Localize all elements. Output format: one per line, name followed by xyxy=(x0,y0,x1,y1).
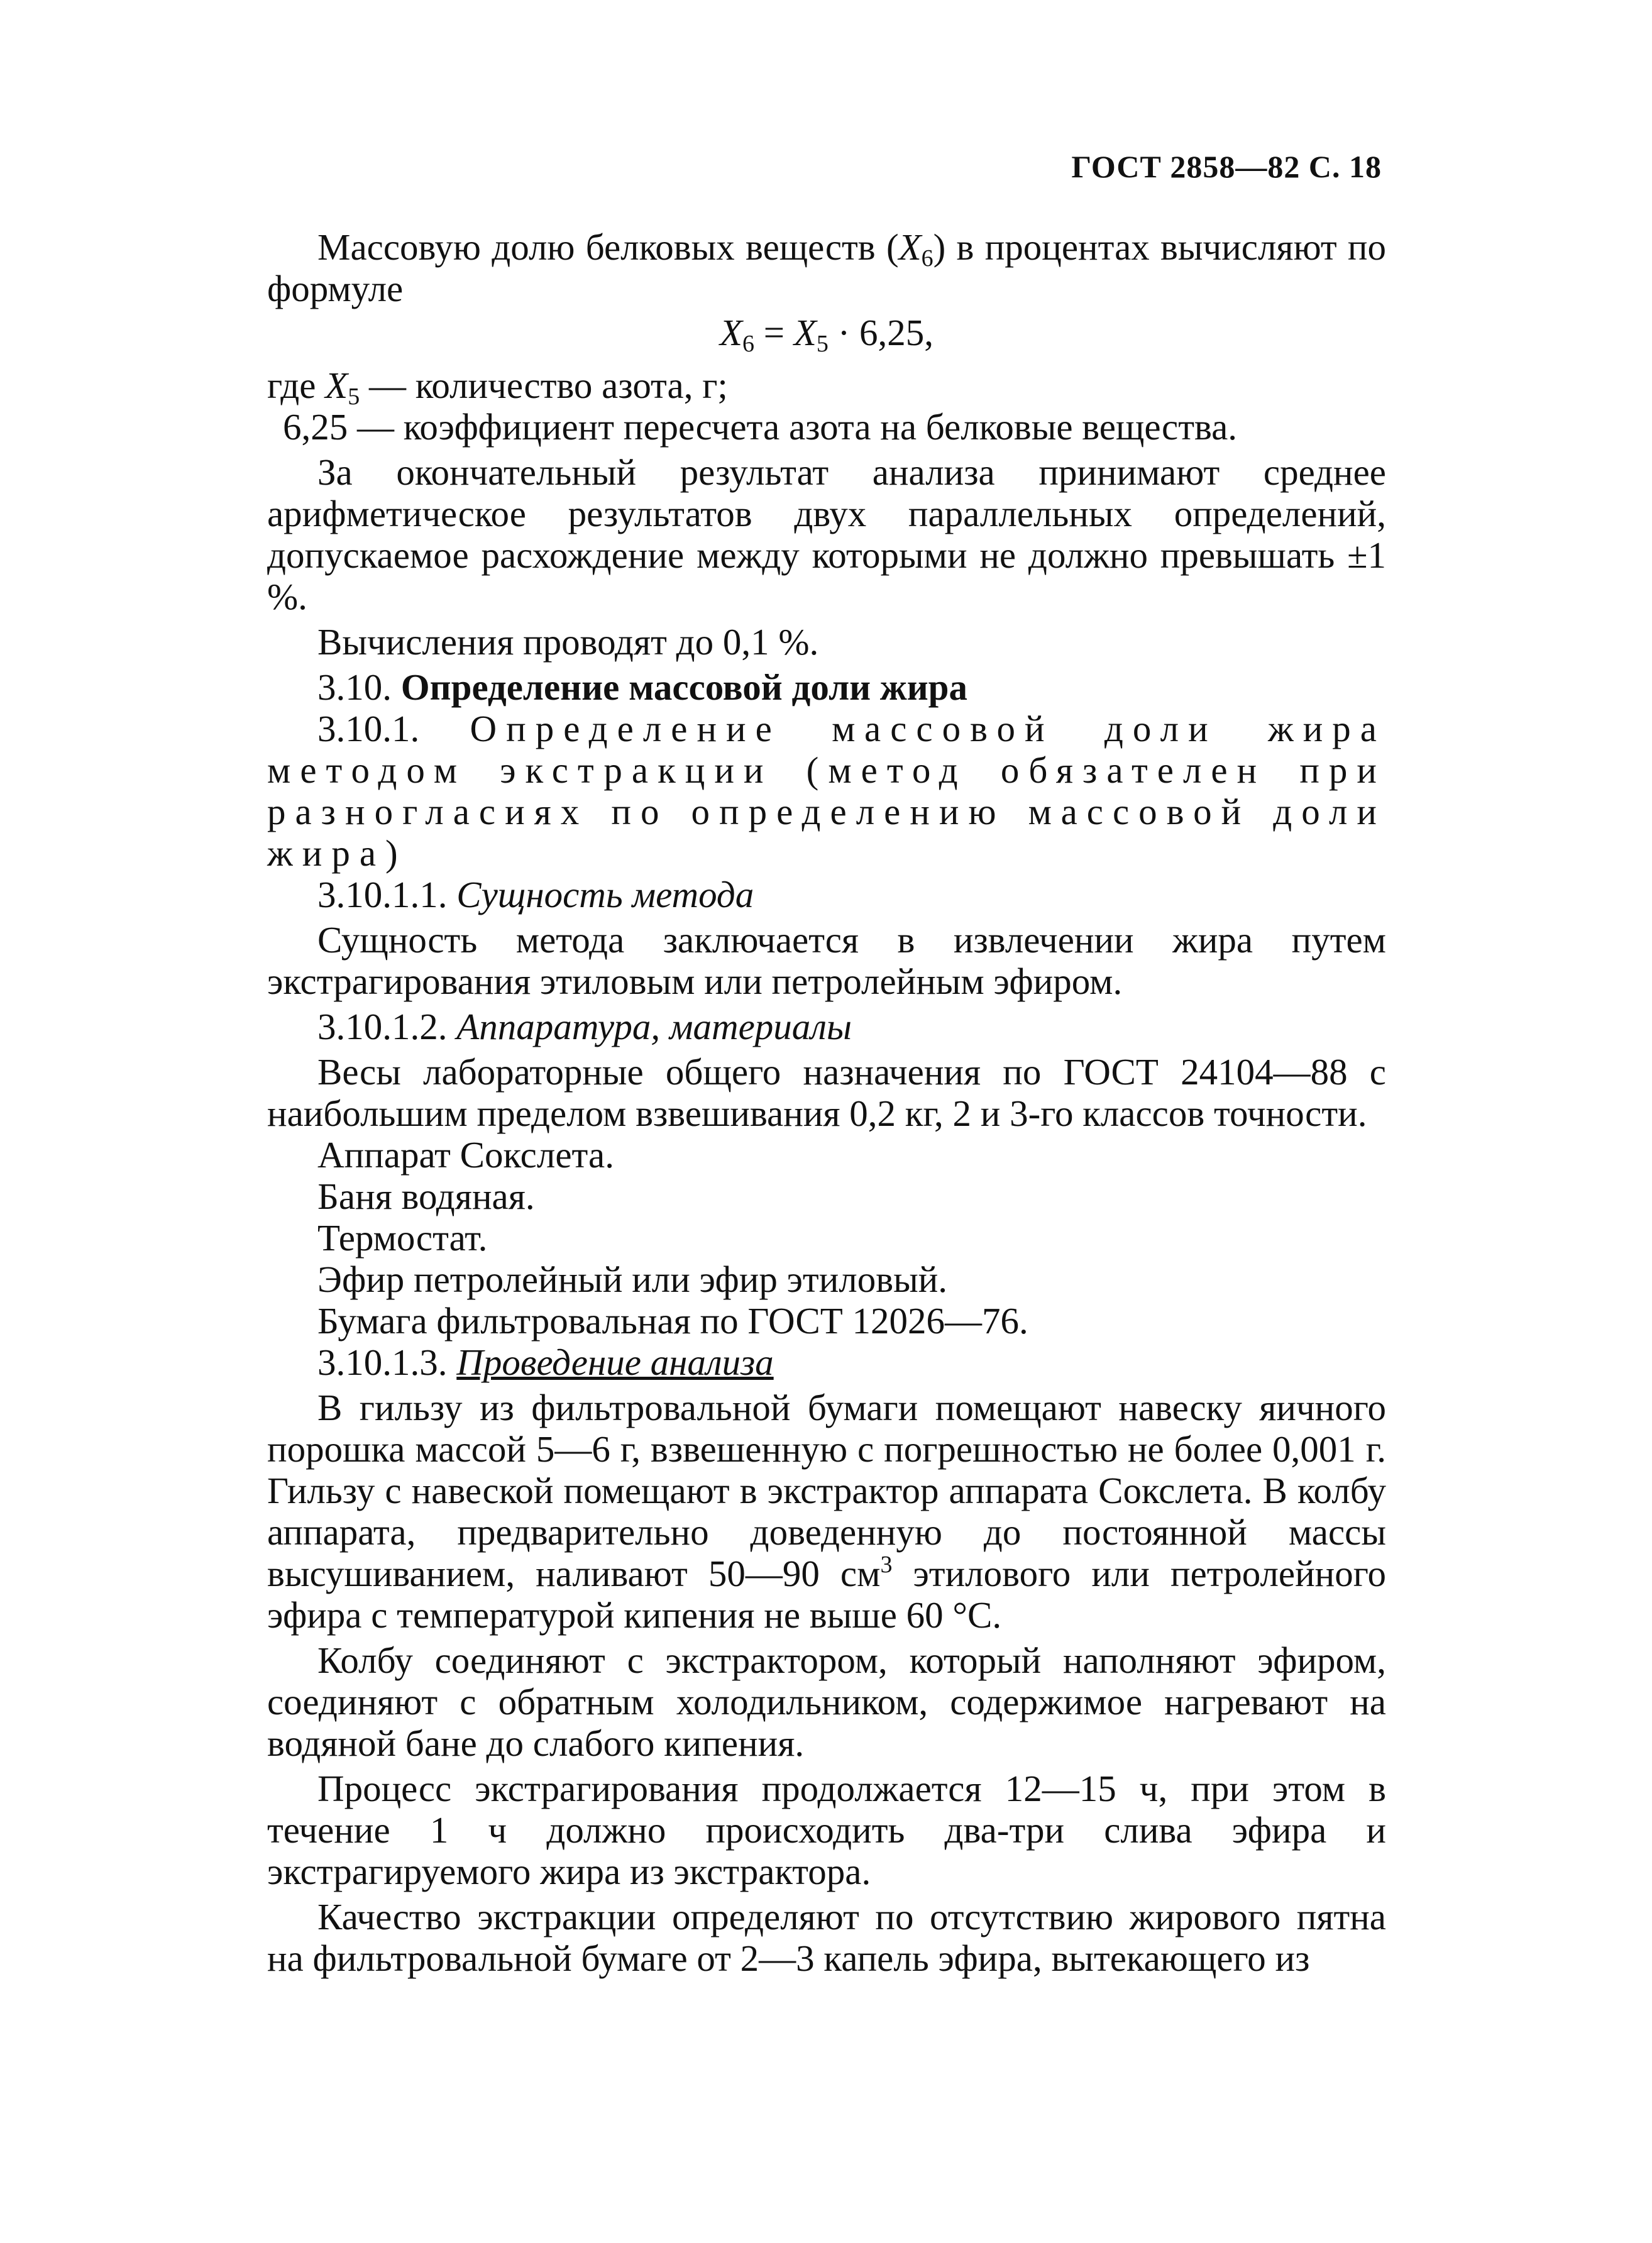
protein-intro-sub: 6 xyxy=(921,245,933,272)
legend-where: где xyxy=(267,365,326,406)
subsection-title: Определение массовой доли жира методом экстракции (метод обязателен при разногласиях по определению массовой доли жира) xyxy=(267,708,1386,874)
formula-legend-2: 6,25 — коэффициент пересчета азота на белковые вещества. xyxy=(283,406,1238,448)
legend1-text: — количество азота, г; xyxy=(360,365,728,406)
equipment-item: Весы лабораторные общего назначения по ГОСТ 24104—88 с наибольшим пределом взвешивания 0,2 кг, 2 и 3-го классов точности. xyxy=(267,1051,1386,1134)
equipment-item: Эфир петролейный или эфир этиловый. xyxy=(317,1259,948,1300)
formula-legend-1 xyxy=(267,365,1386,410)
analysis-paragraph-4: Качество экстракции определяют по отсутствию жирового пятна на фильтровальной бумаге от 2—3 капель эфира, вытекающего из xyxy=(267,1896,1386,1979)
formula-left-sub: 6 xyxy=(742,331,755,357)
legend1-sub: 5 xyxy=(348,383,360,410)
formula-left-var: X xyxy=(719,312,743,353)
protein-intro-text-2: ) в процентах вычисляют по формуле xyxy=(267,226,1387,309)
equipment-item: Аппарат Сокслета. xyxy=(317,1134,614,1176)
document-body xyxy=(267,226,1386,1979)
equipment-heading xyxy=(267,1006,1386,1047)
protein-formula xyxy=(267,312,1386,357)
subsection-3-10-1-heading xyxy=(267,708,1386,874)
equipment-item: Бумага фильтровальная по ГОСТ 12026—76. xyxy=(317,1300,1028,1342)
analysis-number: 3.10.1.3. xyxy=(317,1342,448,1383)
equipment-item: Баня водяная. xyxy=(317,1176,535,1217)
analysis-paragraph-2: Колбу соединяют с экстрактором, который наполняют эфиром, соединяют с обратным холодильником, содержимое нагревают на водяной бане до слабого кипения. xyxy=(267,1640,1386,1764)
analysis-title: Проведение анализа xyxy=(456,1342,774,1383)
protein-intro-text-1: Массовую долю белковых веществ ( xyxy=(317,226,899,268)
analysis-p1-tail: этилового или петролейного эфира с температурой кипения не выше 60 °С. xyxy=(267,1553,1386,1636)
formula-tail: · 6,25, xyxy=(828,312,934,353)
essence-heading xyxy=(267,874,1386,915)
protein-intro-var: X xyxy=(898,226,922,268)
section-title: Определение массовой доли жира xyxy=(400,666,967,708)
formula-equals: = xyxy=(754,312,794,353)
analysis-p1-text: В гильзу из фильтровальной бумаги помещают навеску яичного порошка массой 5—6 г, взвешенную с погрешностью не более 0,001 г. Гильзу с навеской помещают в экстрактор аппарата Сокслета. В колбу аппарата, предварительно доведенную до постоянной массы высушиванием, наливают 50—90 см xyxy=(267,1387,1386,1594)
equipment-title: Аппаратура, материалы xyxy=(456,1006,852,1047)
section-number: 3.10. xyxy=(317,666,392,708)
essence-title: Сущность метода xyxy=(456,874,754,915)
equipment-item: Термостат. xyxy=(317,1217,488,1259)
formula-right-var: X xyxy=(793,312,817,353)
subsection-number: 3.10.1. xyxy=(317,708,420,749)
formula-right-sub: 5 xyxy=(816,331,829,357)
essence-number: 3.10.1.1. xyxy=(317,874,448,915)
analysis-heading xyxy=(267,1342,1386,1383)
calc-precision: Вычисления проводят до 0,1 %. xyxy=(317,621,819,663)
essence-text: Сущность метода заключается в извлечении жира путем экстрагирования этиловым или петролейным эфиром. xyxy=(267,919,1386,1002)
result-paragraph: За окончательный результат анализа принимают среднее арифметическое результатов двух параллельных определений, допускаемое расхождение между которыми не должно превышать ±1 %. xyxy=(267,451,1386,617)
equipment-number: 3.10.1.2. xyxy=(317,1006,448,1047)
page-header: ГОСТ 2858—82 С. 18 xyxy=(1071,149,1382,184)
protein-intro xyxy=(267,226,1386,309)
analysis-p1-sup: 3 xyxy=(880,1551,893,1578)
section-3-10-heading xyxy=(267,666,1386,708)
legend1-var: X xyxy=(325,365,348,406)
analysis-paragraph-1 xyxy=(267,1387,1386,1636)
analysis-paragraph-3: Процесс экстрагирования продолжается 12—15 ч, при этом в течение 1 ч должно происходить два-три слива эфира и экстрагируемого жира из экстрактора. xyxy=(267,1768,1386,1892)
